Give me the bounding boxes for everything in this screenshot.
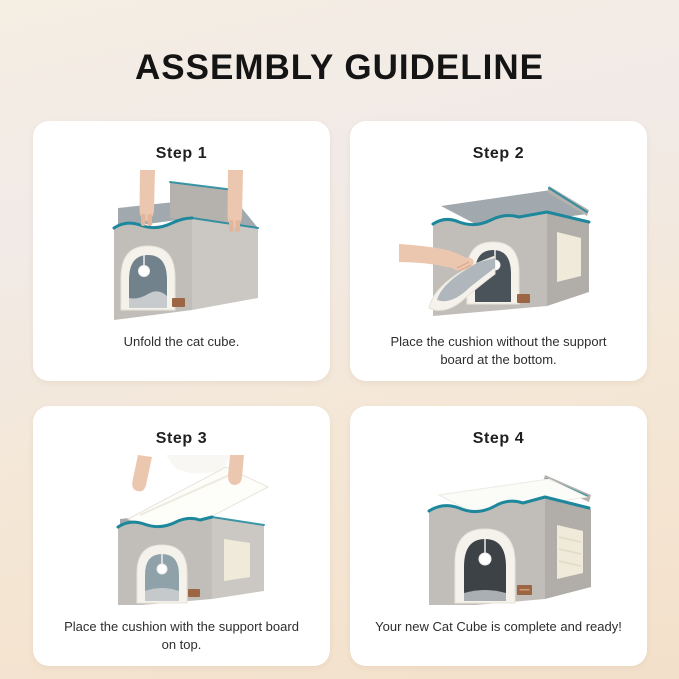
- scratch-pad: [557, 232, 581, 282]
- hands-placing-cushion-icon: [82, 455, 282, 605]
- finished-cat-cube-icon: [399, 455, 599, 605]
- arch-opening: [137, 545, 187, 603]
- arch-opening: [121, 246, 175, 310]
- step-3-label: Step 3: [155, 430, 208, 447]
- logo-tag: [517, 294, 530, 303]
- step-4-illustration: [399, 452, 599, 608]
- cat-cube-graphic: [429, 475, 591, 605]
- step-1-caption: Unfold the cat cube.: [123, 334, 240, 349]
- page-title: ASSEMBLY GUIDELINE: [135, 48, 544, 87]
- pom-pom-graphic: [157, 564, 167, 574]
- hands-unfolding-cat-cube-icon: [82, 170, 282, 320]
- left-hand-graphic: [132, 455, 152, 491]
- steps-grid: [33, 121, 647, 666]
- step-3-card: [33, 406, 330, 666]
- hand-inserting-cushion-icon: [399, 170, 599, 320]
- step-2-card: [350, 121, 647, 381]
- step-1-illustration: [82, 167, 282, 323]
- step-2-illustration: [399, 167, 599, 323]
- arch-opening: [455, 529, 515, 603]
- pom-pom-graphic: [479, 553, 491, 565]
- step-2-caption: Place the cushion without the support board at the bottom.: [390, 334, 607, 368]
- logo-tag: [188, 589, 200, 597]
- scratch-pad: [224, 539, 250, 581]
- step-2-label: Step 2: [472, 145, 525, 162]
- step-4-label: Step 4: [472, 430, 525, 447]
- step-1-card: [33, 121, 330, 381]
- step-4-card: [350, 406, 647, 666]
- step-3-caption: Place the cushion with the support board on top.: [64, 619, 299, 653]
- pom-pom-graphic: [138, 266, 149, 277]
- step-4-caption: Your new Cat Cube is complete and ready!: [375, 619, 622, 634]
- logo-tag: [172, 298, 185, 307]
- step-3-illustration: [82, 452, 282, 608]
- step-1-label: Step 1: [155, 145, 208, 162]
